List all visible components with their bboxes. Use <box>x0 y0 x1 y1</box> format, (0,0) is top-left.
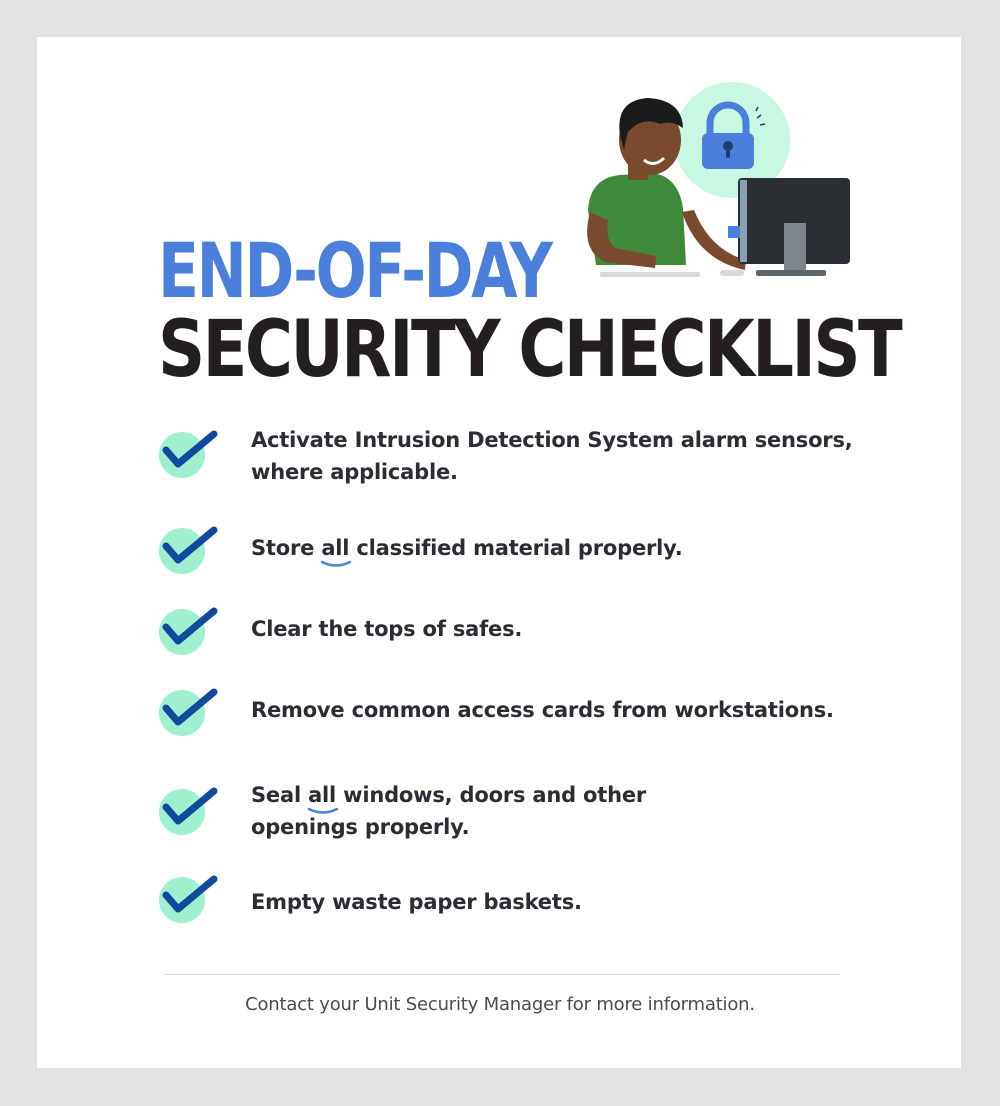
item-text-line: Store all classified material properly. <box>251 532 682 564</box>
item-text-line: Seal all windows, doors and other <box>251 779 646 811</box>
emphasis-underline: all <box>308 779 336 811</box>
person-at-computer-illustration <box>570 80 860 285</box>
item-text-line: Empty waste paper baskets. <box>251 890 582 914</box>
title-line-2: SECURITY CHECKLIST <box>158 305 901 395</box>
emphasis-underline: all <box>321 532 349 564</box>
check-circle-icon <box>158 785 220 837</box>
item-text-line: where applicable. <box>251 460 458 484</box>
check-circle-icon <box>158 428 220 480</box>
footer-note: Contact your Unit Security Manager for more information. <box>245 994 755 1015</box>
divider <box>164 974 840 975</box>
item-text-line: Clear the tops of safes. <box>251 617 523 641</box>
item-text-line: openings properly. <box>251 815 470 839</box>
check-circle-icon <box>158 524 220 576</box>
title-line-1: END-OF-DAY <box>158 226 551 315</box>
check-circle-icon <box>158 686 220 738</box>
item-text-line: Remove common access cards from workstations. <box>251 698 834 722</box>
check-circle-icon <box>158 873 220 925</box>
check-circle-icon <box>158 605 220 657</box>
item-text-line: Activate Intrusion Detection System alarm sensors, <box>251 428 853 452</box>
